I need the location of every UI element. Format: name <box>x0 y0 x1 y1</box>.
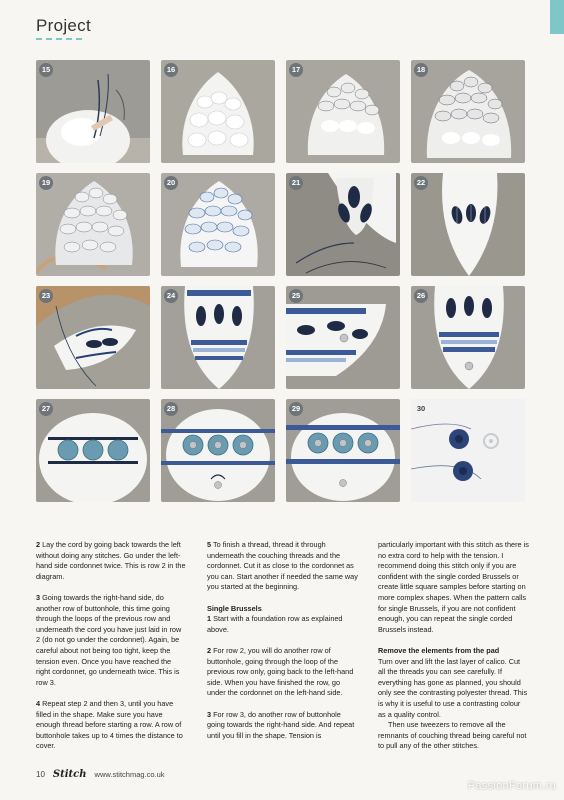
step-number-badge: 27 <box>39 402 53 416</box>
step-number: 4 <box>36 698 41 708</box>
step-number-badge: 29 <box>289 402 303 416</box>
step-photo <box>161 173 275 276</box>
embroidery-image <box>36 173 150 276</box>
step-number-badge: 19 <box>39 176 53 190</box>
paragraph-text: To finish a thread, thread it through underneath the couching threads and the cordonnet. Cut it as close to the cordonnet as you can. Start another if needed the same way you started at the beginning. <box>207 540 358 592</box>
step-number-badge: 22 <box>414 176 428 190</box>
text-column-3 <box>378 540 529 762</box>
photo-grid <box>36 60 525 502</box>
embroidery-image <box>36 60 150 163</box>
step-number-badge: 21 <box>289 176 303 190</box>
step-number-badge: 30 <box>416 404 426 413</box>
step-photo <box>286 60 400 163</box>
paragraph: particularly important with this stitch as there is no extra cord to help with the tension. I recommend doing this stitch only if you are confident with the single corded Brussels or create little square samples before starting on more complex shapes. When the pattern calls for single Brussels, if you are not confident enough, you can repeat the single corded Brussels instead. <box>378 540 529 634</box>
step-number-badge: 26 <box>414 289 428 303</box>
paragraph-text: For row 2, you will do another row of buttonhole, going through the loop of the previous row only, going back to the left-hand side. When you have finished the row, go under the cordonnet on the left-hand side. <box>207 645 354 698</box>
step-photo <box>36 399 150 502</box>
title-dashed-rule <box>36 38 82 40</box>
paragraph: Turn over and lift the last layer of calico. Cut all the threads you can see carefully. If everything has gone as planned, you should only see the contrasting polyester thread. This is why it is useful to use a contrasting colour as a quality control. <box>378 656 528 719</box>
text-column-2 <box>207 540 358 762</box>
step-photo <box>36 286 150 389</box>
embroidery-image <box>411 286 525 389</box>
paragraph: Then use tweezers to remove all the remnants of couching thread being careful not to pull any of the other stitches. <box>378 720 527 751</box>
step-photo <box>286 173 400 276</box>
corner-tab <box>550 0 564 34</box>
paragraph <box>36 540 187 582</box>
step-photo <box>411 286 525 389</box>
section-title: Project <box>36 16 92 35</box>
embroidery-image <box>286 286 400 389</box>
embroidery-image <box>161 173 275 276</box>
page-footer <box>36 769 165 780</box>
step-number-badge: 15 <box>39 63 53 77</box>
body-text <box>36 540 530 762</box>
paragraph <box>36 593 187 688</box>
step-photo <box>411 173 525 276</box>
paragraph <box>207 540 358 593</box>
watermark: PassionForum.ru <box>467 780 556 792</box>
step-photo <box>161 399 275 502</box>
paragraph <box>207 710 358 742</box>
paragraph <box>207 614 358 635</box>
paragraph <box>207 646 358 699</box>
step-photo <box>411 399 525 502</box>
step-number-badge: 25 <box>289 289 303 303</box>
step-photo <box>286 286 400 389</box>
embroidery-image <box>286 60 400 163</box>
step-photo <box>161 60 275 163</box>
magazine-logo: Stitch <box>52 769 87 780</box>
paragraph-text: Going towards the right-hand side, do another row of buttonhole, this time going through the loops of the previous row and underneath the cord you have just laid in row 2 (do not go under the cordonnet). Again, be careful about not being too tight, keep the tension even. Once you have reached the right cordonnet, go underneath twice. This is row 3. <box>36 592 182 687</box>
embroidery-image <box>286 173 400 276</box>
step-photo <box>286 399 400 502</box>
embroidery-image <box>411 60 525 163</box>
embroidery-image <box>411 173 525 276</box>
step-number: 2 <box>207 645 212 655</box>
paragraph-text: Lay the cord by going back towards the left without doing any stitches. Go under the left-hand side cordonnet twice. This is row 2 in the diagram. <box>36 540 186 581</box>
subheading: Remove the elements from the pad <box>378 645 500 655</box>
page-number: 10 <box>36 770 45 779</box>
embroidery-image <box>286 399 400 502</box>
website-url: www.stitchmag.co.uk <box>94 770 165 779</box>
step-number: 3 <box>207 709 212 719</box>
step-number: 3 <box>36 592 41 602</box>
step-number: 5 <box>207 540 212 549</box>
paragraph <box>36 699 187 752</box>
subheading: Single Brussels <box>207 603 262 613</box>
step-number-badge: 18 <box>414 63 428 77</box>
embroidery-image <box>36 286 150 389</box>
embroidery-image <box>161 60 275 163</box>
step-number: 2 <box>36 540 41 549</box>
step-photo <box>161 286 275 389</box>
step-number: 1 <box>207 614 212 624</box>
paragraph-text: Repeat step 2 and then 3, until you have filled in the shape. Make sure you have enough thread before starting a row. A row of buttonhole takes up to 4 times the distance to cover. <box>36 698 183 751</box>
step-number-badge: 16 <box>164 63 178 77</box>
embroidery-image <box>161 399 275 502</box>
step-number-badge: 17 <box>289 63 303 77</box>
paragraph-text: Start with a foundation row as explained above. <box>207 614 343 634</box>
embroidery-image <box>411 399 525 502</box>
text-column-1 <box>36 540 187 762</box>
step-photo <box>411 60 525 163</box>
step-photo <box>36 173 150 276</box>
paragraph-text: For row 3, do another row of buttonhole going towards the right-hand side. And repeat until you fill in the shape. Tension is <box>207 709 355 740</box>
step-number-badge: 24 <box>164 289 178 303</box>
step-photo <box>36 60 150 163</box>
step-number-badge: 23 <box>39 289 53 303</box>
embroidery-image <box>161 286 275 389</box>
step-number-badge: 28 <box>164 402 178 416</box>
step-number-badge: 20 <box>164 176 178 190</box>
embroidery-image <box>36 399 150 502</box>
